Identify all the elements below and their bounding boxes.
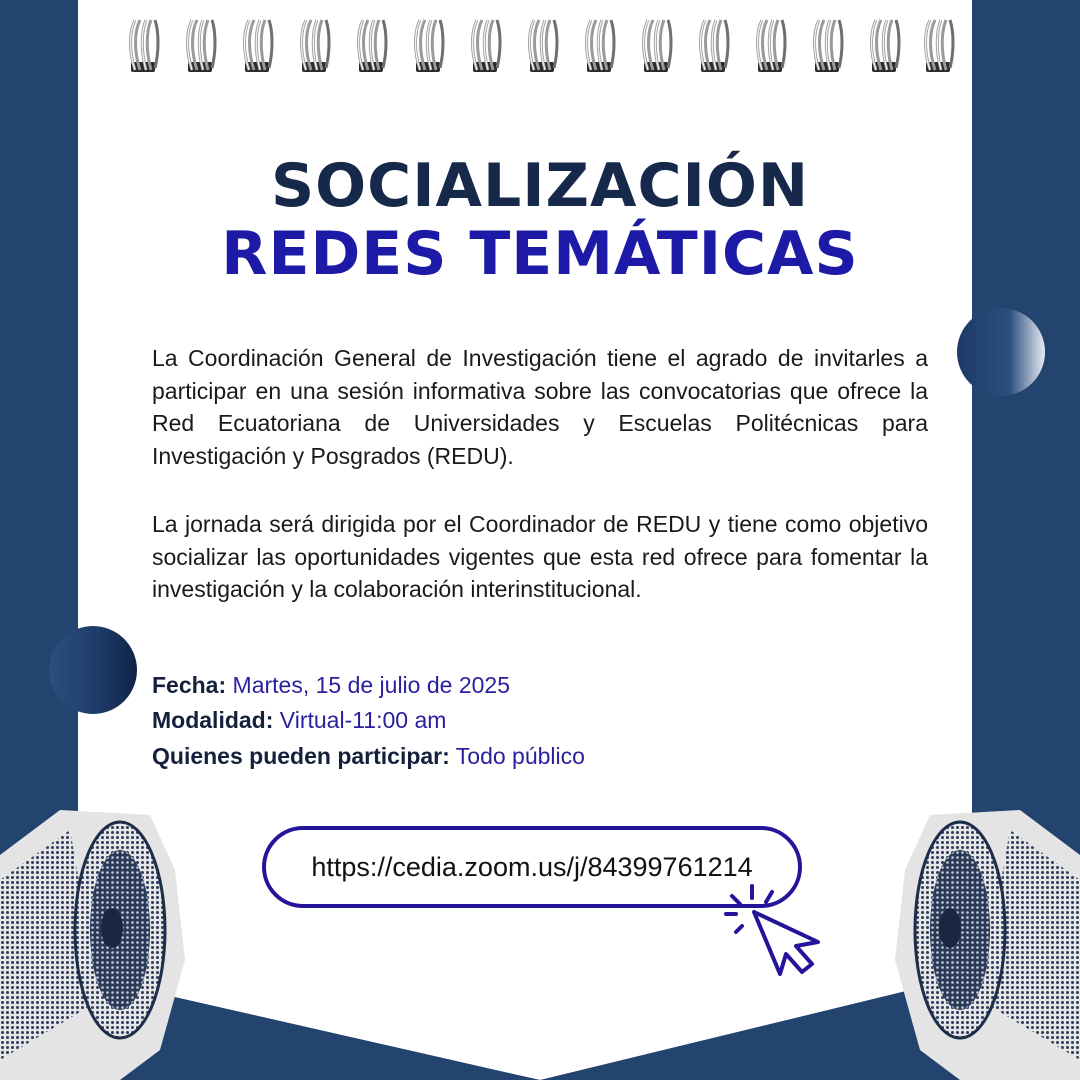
mode-label: Modalidad: — [152, 707, 274, 733]
decor-circle-right — [957, 308, 1045, 396]
title-line-1: SOCIALIZACIÓN — [270, 151, 810, 221]
date-row — [152, 670, 510, 700]
mode-row — [152, 705, 446, 735]
date-value: Martes, 15 de julio de 2025 — [232, 672, 510, 698]
decor-circle-left — [49, 626, 137, 714]
audience-row — [152, 741, 585, 771]
intro-paragraph: La Coordinación General de Investigación tiene el agrado de invitarles a participar en una sesión informativa sobre las convocatorias que ofrece la Red Ecuatoriana de Universidades y Escuelas Politécnicas para Investigación y Posgrados (REDU). — [152, 345, 928, 469]
title-line-2: REDES TEMÁTICAS — [221, 219, 859, 289]
megaphone-icon-right — [895, 810, 1080, 1080]
megaphone-icon-left — [0, 810, 185, 1080]
zoom-link-text: https://cedia.zoom.us/j/84399761214 — [311, 851, 753, 882]
audience-label: Quienes pueden participar: — [152, 743, 450, 769]
date-label: Fecha: — [152, 672, 227, 698]
click-cursor-icon — [720, 880, 830, 980]
mode-value: Virtual-11:00 am — [279, 707, 447, 733]
objective-paragraph: La jornada será dirigida por el Coordinador de REDU y tiene como objetivo socializar las oportunidades vigentes que esta red ofrece para fomentar la investigación y la colaboración interinstitucional. — [152, 511, 928, 602]
audience-value: Todo público — [455, 743, 585, 769]
